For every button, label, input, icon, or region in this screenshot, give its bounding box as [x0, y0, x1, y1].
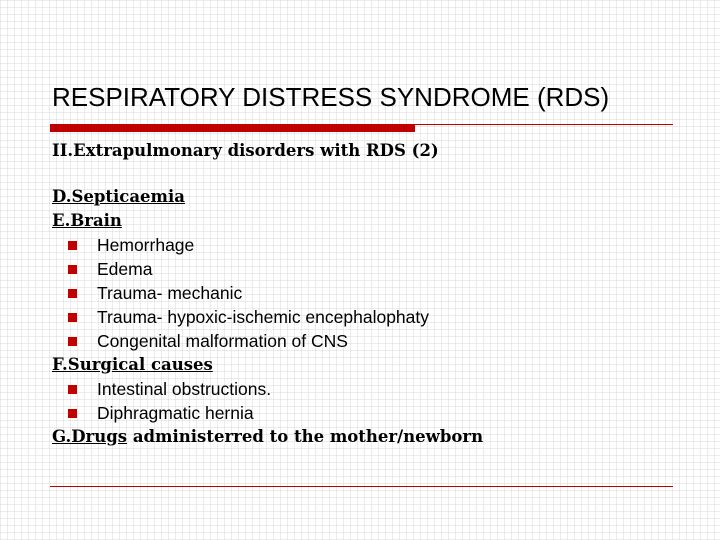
list-item: [52, 281, 692, 305]
red-square-bullet-icon: [68, 337, 77, 346]
list-item: [52, 233, 692, 257]
red-square-bullet-icon: [68, 265, 77, 274]
red-square-bullet-icon: [68, 289, 77, 298]
red-square-bullet-icon: [68, 241, 77, 250]
section-heading-drugs: G.Drugs: [52, 427, 128, 446]
list-item-label: Edema: [97, 259, 153, 279]
list-item: [52, 305, 692, 329]
list-item-label: Diphragmatic hernia: [97, 403, 254, 423]
footer-divider-line: [50, 486, 673, 487]
list-item: [52, 257, 692, 281]
slide-subtitle: II.Extrapulmonary disorders with RDS (2): [52, 141, 439, 160]
list-item-label: Congenital malformation of CNS: [97, 331, 348, 351]
section-heading-brain: E.Brain: [52, 211, 122, 230]
title-accent-bar: [50, 124, 415, 132]
list-item: [52, 377, 692, 401]
section-heading-drugs-line: [52, 425, 692, 449]
list-item-label: Intestinal obstructions.: [97, 379, 272, 399]
list-item-label: Hemorrhage: [97, 235, 195, 255]
list-item: [52, 329, 692, 353]
slide-title: RESPIRATORY DISTRESS SYNDROME (RDS): [52, 82, 610, 112]
list-item-label: Trauma- mechanic: [97, 283, 243, 303]
list-item-label: Trauma- hypoxic-ischemic encephalophaty: [97, 307, 430, 327]
section-heading-drugs-rest: administerred to the mother/newborn: [127, 427, 484, 446]
red-square-bullet-icon: [68, 409, 77, 418]
title-divider-line: [415, 124, 673, 125]
red-square-bullet-icon: [68, 313, 77, 322]
section-heading-surgical-causes: F.Surgical causes: [52, 355, 213, 374]
list-item: [52, 401, 692, 425]
slide-content: [52, 185, 692, 449]
section-heading-septicaemia: D.Septicaemia: [52, 187, 185, 206]
red-square-bullet-icon: [68, 385, 77, 394]
